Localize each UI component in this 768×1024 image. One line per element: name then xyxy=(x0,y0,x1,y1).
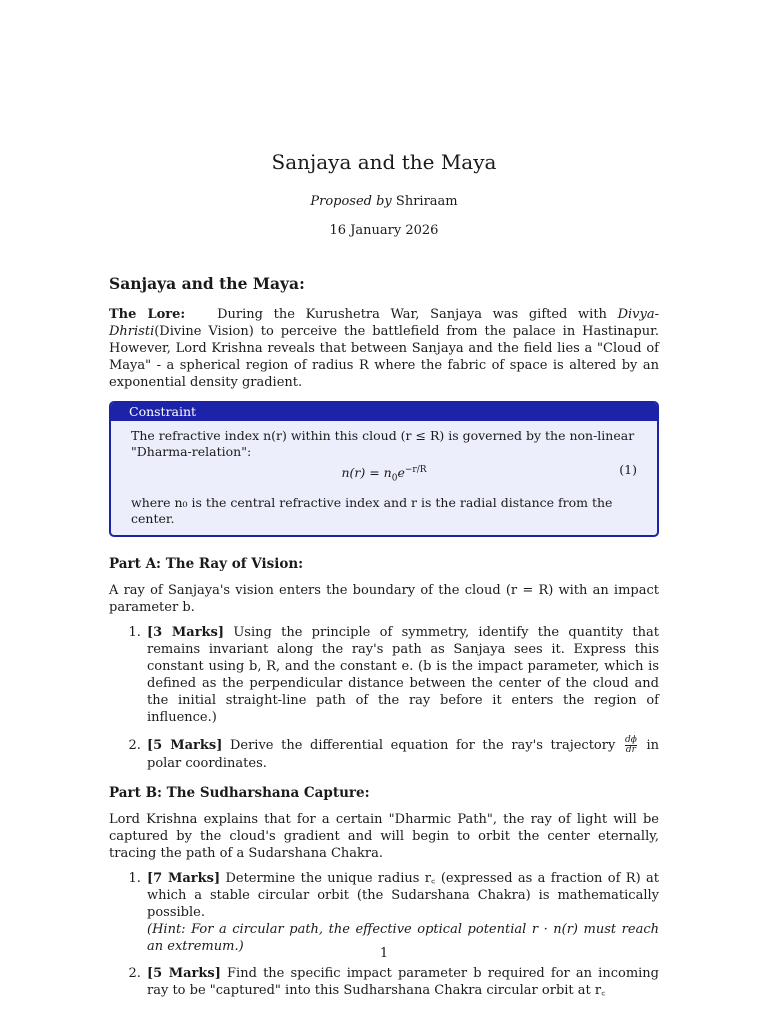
list-item xyxy=(145,965,659,999)
equation-lhs: n(r) = n xyxy=(341,465,392,481)
list-item xyxy=(145,624,659,726)
item-text: Determine the unique radius r꜀ (expressed as a fraction of R) at which a stable circular orbit (the Sudarshana Chakra) is mathematically possible. xyxy=(147,870,659,920)
part-a-title: Part A: The Ray of Vision: xyxy=(109,555,304,572)
main-content xyxy=(109,274,659,1011)
part-a-list xyxy=(109,624,659,772)
hint-text: (Hint: For a circular path, the effective optical potential r · n(r) must reach an extremum.) xyxy=(147,921,659,954)
lore-text-before: During the Kurushetra War, Sanjaya was gifted with xyxy=(217,307,618,322)
marks-label: [3 Marks] xyxy=(147,624,225,640)
equation-sup: −r/R xyxy=(404,465,427,475)
constraint-where: where n₀ is the central refractive index and r is the radial distance from the center. xyxy=(131,494,613,526)
marks-label: [5 Marks] xyxy=(147,737,223,753)
proposed-by-label: Proposed by xyxy=(310,194,392,209)
item-text: Using the principle of symmetry, identify the quantity that remains invariant along the ray's path as Sanjaya sees it. Express this constant using b, R, and the constant e. (b is the impact parameter, which is defined as the perpendicular distance between the center of the cloud and the initial straight-line path of the ray before it enters the region of influence.) xyxy=(147,624,659,725)
equation-e: e xyxy=(397,465,405,481)
equation-number: (1) xyxy=(619,462,637,477)
part-b-intro: Lord Krishna explains that for a certain "Dharmic Path", the ray of light will be captured by the cloud's gradient and will begin to orbit the center eternally, tracing the path of a Sudarshana Chakra. xyxy=(109,811,659,861)
paper-date: 16 January 2026 xyxy=(329,223,439,238)
paper-title: Sanjaya and the Maya xyxy=(271,150,497,174)
constraint-title: Constraint xyxy=(111,403,657,421)
author-line xyxy=(0,193,768,210)
fraction-denominator: dr xyxy=(625,744,636,755)
lore-text-after: (Divine Vision) to perceive the battlefield from the palace in Hastinapur. However, Lord Krishna reveals that between Sanjaya and the field lies a "Cloud of Maya" - a spherical region of radius R where the fabric of space is altered by an exponential density gradient. xyxy=(109,324,659,390)
marks-label: [5 Marks] xyxy=(147,965,221,981)
list-item xyxy=(145,736,659,772)
constraint-box xyxy=(109,401,659,537)
constraint-text: The refractive index n(r) within this cloud (r ≤ R) is governed by the non-linear "Dharma-relation": xyxy=(131,428,635,459)
item-text-after: in polar coordinates. xyxy=(147,737,659,771)
page-number: 1 xyxy=(379,946,389,961)
equation-sub: 0 xyxy=(391,473,398,484)
author-name: Shriraam xyxy=(395,194,458,209)
equation xyxy=(341,465,427,484)
part-b-title: Part B: The Sudharshana Capture: xyxy=(109,784,370,801)
equation-row xyxy=(131,462,637,487)
fraction-numerator: dϕ xyxy=(624,734,637,745)
item-text-before: Derive the differential equation for the ray's trajectory xyxy=(222,737,623,753)
item-text: Find the specific impact parameter b required for an incoming ray to be "captured" into this Sudharshana Chakra circular orbit at r꜀ xyxy=(147,965,659,998)
lore-label: The Lore: xyxy=(109,307,186,322)
constraint-body xyxy=(111,421,657,535)
lore-paragraph xyxy=(109,306,659,391)
lore-italic: Divya-Dhristi xyxy=(109,307,659,339)
list-item xyxy=(145,870,659,955)
fraction xyxy=(625,736,637,755)
section-title: Sanjaya and the Maya: xyxy=(109,274,305,293)
part-b-list xyxy=(109,870,659,999)
part-a-intro: A ray of Sanjaya's vision enters the boundary of the cloud (r = R) with an impact parameter b. xyxy=(109,582,659,615)
marks-label: [7 Marks] xyxy=(147,870,221,886)
